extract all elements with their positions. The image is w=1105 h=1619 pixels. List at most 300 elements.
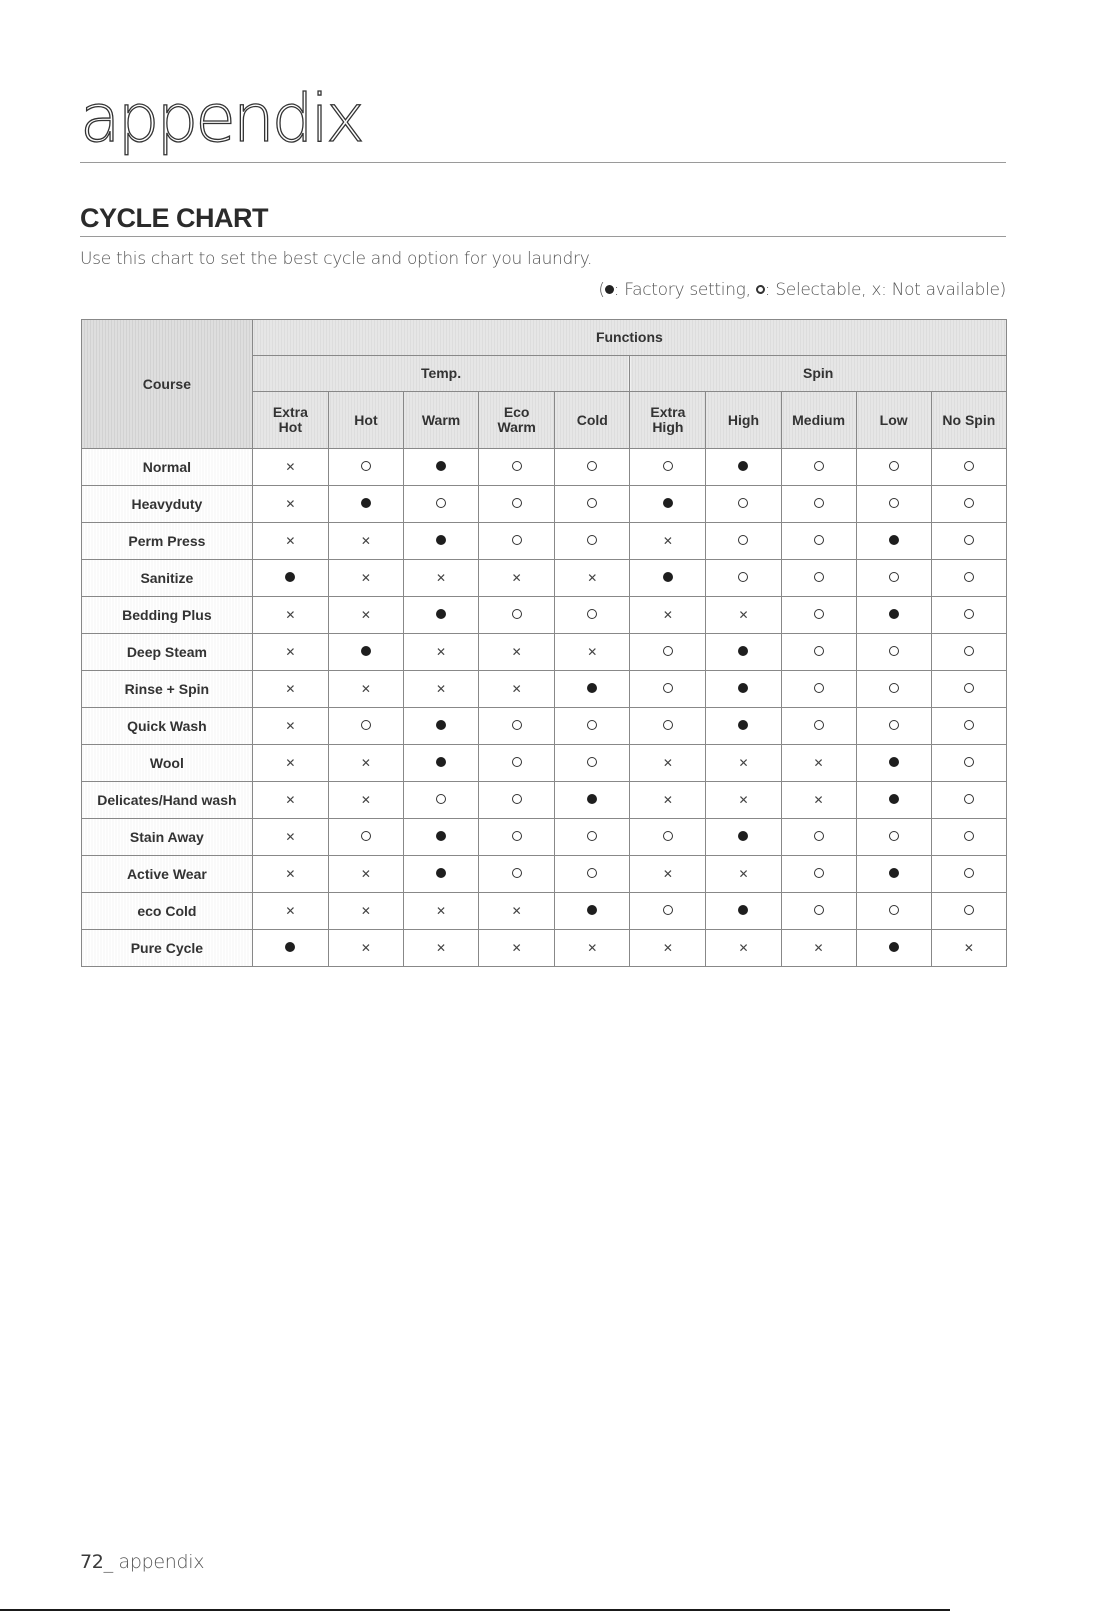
course-name-cell: Delicates/Hand wash	[82, 782, 253, 819]
selectable-icon	[587, 498, 597, 508]
not-available-icon: ✕	[813, 941, 824, 955]
selectable-icon	[964, 683, 974, 693]
option-cell	[404, 597, 479, 634]
option-cell	[856, 819, 931, 856]
selectable-icon	[512, 794, 522, 804]
selectable-icon	[889, 646, 899, 656]
option-cell	[706, 560, 781, 597]
table-row	[82, 745, 1007, 782]
option-cell	[630, 930, 706, 967]
legend	[598, 280, 1006, 300]
selectable-icon	[889, 905, 899, 915]
selectable-icon	[361, 831, 371, 841]
column-header-line1: Low	[879, 411, 908, 428]
option-cell	[479, 856, 555, 893]
selectable-icon	[964, 831, 974, 841]
not-available-icon: ✕	[738, 756, 749, 770]
table-row	[82, 486, 1007, 523]
option-cell	[630, 893, 706, 930]
factory-setting-icon	[361, 498, 371, 508]
column-header-line2: High	[652, 419, 684, 435]
course-name-cell: eco Cold	[82, 893, 253, 930]
selectable-icon	[964, 646, 974, 656]
option-cell	[555, 634, 630, 671]
option-cell	[328, 708, 403, 745]
selectable-icon	[663, 461, 673, 471]
not-available-icon: ✕	[285, 460, 296, 474]
not-available-icon: ✕	[285, 904, 296, 918]
option-cell	[856, 486, 931, 523]
selectable-icon	[964, 498, 974, 508]
option-cell	[555, 930, 630, 967]
not-available-icon: ✕	[511, 571, 522, 585]
selectable-icon	[587, 757, 597, 767]
option-cell	[931, 708, 1006, 745]
option-cell	[479, 671, 555, 708]
option-cell	[781, 634, 856, 671]
not-available-icon: ✕	[285, 497, 296, 511]
selectable-icon	[512, 535, 522, 545]
option-cell	[479, 523, 555, 560]
selectable-icon	[889, 572, 899, 582]
option-cell	[781, 930, 856, 967]
option-cell	[706, 930, 781, 967]
option-cell	[931, 856, 1006, 893]
selectable-icon	[964, 609, 974, 619]
factory-setting-icon	[738, 683, 748, 693]
option-cell	[555, 893, 630, 930]
not-available-icon: ✕	[738, 941, 749, 955]
factory-setting-icon	[889, 942, 899, 952]
option-cell	[856, 930, 931, 967]
group-header-temp: Temp.	[252, 356, 630, 392]
factory-setting-icon	[889, 757, 899, 767]
option-cell	[706, 708, 781, 745]
option-cell	[404, 819, 479, 856]
selectable-icon	[814, 572, 824, 582]
selectable-icon	[814, 498, 824, 508]
not-available-icon: ✕	[285, 682, 296, 696]
not-available-icon: ✕	[285, 645, 296, 659]
option-cell	[630, 745, 706, 782]
factory-setting-icon	[436, 831, 446, 841]
table-row	[82, 449, 1007, 486]
option-cell	[404, 856, 479, 893]
table-row	[82, 856, 1007, 893]
option-cell	[555, 708, 630, 745]
selectable-icon	[889, 683, 899, 693]
factory-setting-icon	[663, 572, 673, 582]
option-cell	[555, 782, 630, 819]
not-available-icon: ✕	[738, 793, 749, 807]
not-available-icon: ✕	[662, 941, 673, 955]
factory-setting-icon	[361, 646, 371, 656]
option-cell	[630, 671, 706, 708]
option-cell	[931, 893, 1006, 930]
factory-setting-icon	[663, 498, 673, 508]
option-cell	[706, 597, 781, 634]
not-available-icon: ✕	[285, 608, 296, 622]
selectable-icon	[587, 831, 597, 841]
legend-factory-label: : Factory setting,	[613, 280, 756, 300]
selectable-icon	[512, 720, 522, 730]
course-name-cell: Heavyduty	[82, 486, 253, 523]
course-name-cell: Sanitize	[82, 560, 253, 597]
selectable-icon	[361, 720, 371, 730]
not-available-icon: ✕	[360, 756, 371, 770]
factory-setting-icon	[436, 461, 446, 471]
option-cell	[630, 856, 706, 893]
column-header-line1: Warm	[421, 411, 461, 428]
option-cell	[252, 893, 328, 930]
option-cell	[706, 523, 781, 560]
selectable-icon	[964, 461, 974, 471]
factory-setting-icon	[436, 609, 446, 619]
option-cell	[252, 449, 328, 486]
not-available-icon: ✕	[813, 756, 824, 770]
selectable-icon	[512, 868, 522, 878]
option-cell	[856, 856, 931, 893]
selectable-icon	[814, 831, 824, 841]
option-cell	[856, 782, 931, 819]
table-row	[82, 634, 1007, 671]
not-available-icon: ✕	[285, 830, 296, 844]
selectable-icon	[361, 461, 371, 471]
option-cell	[931, 782, 1006, 819]
option-cell	[404, 560, 479, 597]
option-cell	[555, 597, 630, 634]
legend-open-paren: (	[598, 280, 605, 300]
factory-setting-icon	[436, 720, 446, 730]
not-available-icon: ✕	[436, 904, 447, 918]
option-cell	[252, 745, 328, 782]
intro-text: Use this chart to set the best cycle and option for you laundry.	[80, 249, 593, 269]
footer-section: appendix	[118, 1551, 205, 1573]
option-cell	[252, 708, 328, 745]
option-cell	[856, 523, 931, 560]
option-cell	[781, 819, 856, 856]
column-header-line1: Cold	[576, 411, 608, 428]
column-header-line1: Eco	[503, 404, 530, 420]
option-cell	[706, 634, 781, 671]
footer-separator: _	[103, 1551, 119, 1573]
option-cell	[630, 560, 706, 597]
column-header	[328, 392, 403, 449]
course-name-cell: Rinse + Spin	[82, 671, 253, 708]
selectable-icon	[964, 535, 974, 545]
option-cell	[404, 634, 479, 671]
selectable-icon	[436, 794, 446, 804]
not-available-icon: ✕	[738, 867, 749, 881]
not-available-icon: ✕	[285, 534, 296, 548]
selectable-icon	[814, 461, 824, 471]
option-cell	[781, 893, 856, 930]
option-cell	[555, 745, 630, 782]
not-available-icon: ✕	[662, 608, 673, 622]
column-header	[706, 392, 781, 449]
column-header	[931, 392, 1006, 449]
not-available-icon: ✕	[662, 534, 673, 548]
factory-setting-icon	[436, 757, 446, 767]
option-cell	[252, 486, 328, 523]
option-cell	[252, 634, 328, 671]
not-available-icon: ✕	[511, 645, 522, 659]
column-header-line1: Medium	[792, 411, 846, 428]
factory-setting-icon	[436, 535, 446, 545]
table-row	[82, 819, 1007, 856]
not-available-icon: ✕	[285, 756, 296, 770]
option-cell	[404, 893, 479, 930]
selectable-icon	[889, 720, 899, 730]
not-available-icon: ✕	[587, 645, 598, 659]
column-header	[630, 392, 706, 449]
column-header-line1: No Spin	[942, 411, 996, 428]
option-cell	[479, 893, 555, 930]
option-cell	[856, 560, 931, 597]
option-cell	[630, 634, 706, 671]
selectable-icon	[512, 757, 522, 767]
factory-setting-icon	[889, 868, 899, 878]
option-cell	[781, 523, 856, 560]
option-cell	[781, 745, 856, 782]
option-cell	[706, 671, 781, 708]
selectable-icon	[587, 868, 597, 878]
not-available-icon: ✕	[813, 793, 824, 807]
page-footer	[80, 1551, 204, 1573]
selectable-icon	[587, 609, 597, 619]
option-cell	[630, 782, 706, 819]
option-cell	[931, 671, 1006, 708]
selectable-icon	[889, 498, 899, 508]
course-name-cell: Stain Away	[82, 819, 253, 856]
option-cell	[404, 782, 479, 819]
option-cell	[931, 819, 1006, 856]
column-header	[781, 392, 856, 449]
selectable-icon	[587, 535, 597, 545]
option-cell	[630, 486, 706, 523]
option-cell	[781, 856, 856, 893]
selectable-icon	[663, 720, 673, 730]
option-cell	[706, 856, 781, 893]
column-header-line1: Extra	[272, 404, 308, 420]
option-cell	[630, 597, 706, 634]
not-available-icon: ✕	[360, 793, 371, 807]
option-cell	[328, 782, 403, 819]
option-cell	[404, 449, 479, 486]
legend-selectable-label: : Selectable, x: Not available)	[764, 280, 1006, 300]
option-cell	[252, 597, 328, 634]
option-cell	[328, 819, 403, 856]
option-cell	[931, 745, 1006, 782]
option-cell	[931, 930, 1006, 967]
option-cell	[479, 560, 555, 597]
factory-setting-icon	[587, 683, 597, 693]
option-cell	[931, 486, 1006, 523]
option-cell	[931, 523, 1006, 560]
factory-setting-icon	[285, 572, 295, 582]
not-available-icon: ✕	[587, 571, 598, 585]
selectable-icon	[587, 720, 597, 730]
option-cell	[328, 893, 403, 930]
column-header-line1: Hot	[354, 411, 378, 428]
not-available-icon: ✕	[360, 941, 371, 955]
option-cell	[328, 560, 403, 597]
section-title: CYCLE CHART	[80, 204, 1006, 237]
not-available-icon: ✕	[285, 719, 296, 733]
selectable-icon	[663, 646, 673, 656]
option-cell	[856, 893, 931, 930]
factory-setting-icon	[738, 831, 748, 841]
option-cell	[479, 597, 555, 634]
not-available-icon: ✕	[436, 571, 447, 585]
option-cell	[931, 597, 1006, 634]
option-cell	[856, 597, 931, 634]
factory-setting-icon	[587, 905, 597, 915]
selectable-icon	[814, 720, 824, 730]
course-name-cell: Wool	[82, 745, 253, 782]
option-cell	[404, 486, 479, 523]
selectable-icon	[738, 572, 748, 582]
option-cell	[706, 486, 781, 523]
course-name-cell: Active Wear	[82, 856, 253, 893]
not-available-icon: ✕	[738, 608, 749, 622]
column-header-line2: Warm	[497, 419, 536, 435]
option-cell	[479, 782, 555, 819]
not-available-icon: ✕	[360, 904, 371, 918]
not-available-icon: ✕	[285, 793, 296, 807]
table-row	[82, 893, 1007, 930]
option-cell	[252, 523, 328, 560]
option-cell	[706, 782, 781, 819]
page-number: 72	[80, 1551, 104, 1573]
option-cell	[555, 560, 630, 597]
table-row	[82, 782, 1007, 819]
selectable-icon	[964, 720, 974, 730]
option-cell	[479, 745, 555, 782]
option-cell	[555, 523, 630, 560]
option-cell	[781, 597, 856, 634]
factory-setting-icon	[605, 285, 614, 294]
option-cell	[479, 819, 555, 856]
page-heading	[80, 80, 1006, 163]
option-cell	[931, 560, 1006, 597]
table-body	[82, 449, 1007, 967]
option-cell	[479, 634, 555, 671]
option-cell	[404, 745, 479, 782]
option-cell	[328, 597, 403, 634]
option-cell	[856, 671, 931, 708]
option-cell	[856, 745, 931, 782]
selectable-icon	[512, 831, 522, 841]
functions-header: Functions	[252, 320, 1006, 356]
option-cell	[404, 523, 479, 560]
selectable-icon	[814, 683, 824, 693]
not-available-icon: ✕	[662, 793, 673, 807]
option-cell	[252, 671, 328, 708]
option-cell	[630, 523, 706, 560]
table-row	[82, 523, 1007, 560]
selectable-icon	[964, 905, 974, 915]
column-header-line1: High	[727, 411, 760, 428]
option-cell	[252, 782, 328, 819]
not-available-icon: ✕	[360, 534, 371, 548]
column-header	[555, 392, 630, 449]
option-cell	[479, 930, 555, 967]
factory-setting-icon	[889, 535, 899, 545]
option-cell	[781, 486, 856, 523]
not-available-icon: ✕	[285, 867, 296, 881]
option-cell	[555, 671, 630, 708]
page-heading-text: appendix	[80, 80, 362, 157]
not-available-icon: ✕	[511, 904, 522, 918]
selectable-icon	[587, 461, 597, 471]
cycle-chart-table	[81, 319, 1007, 967]
column-header-line1: Extra	[650, 404, 686, 420]
not-available-icon: ✕	[360, 571, 371, 585]
factory-setting-icon	[889, 794, 899, 804]
table-row	[82, 671, 1007, 708]
column-header	[404, 392, 479, 449]
factory-setting-icon	[285, 942, 295, 952]
option-cell	[856, 708, 931, 745]
course-name-cell: Perm Press	[82, 523, 253, 560]
bottom-rule	[0, 1609, 950, 1611]
not-available-icon: ✕	[963, 941, 974, 955]
selectable-icon	[436, 498, 446, 508]
factory-setting-icon	[738, 461, 748, 471]
not-available-icon: ✕	[662, 756, 673, 770]
option-cell	[555, 449, 630, 486]
not-available-icon: ✕	[436, 645, 447, 659]
selectable-icon	[889, 831, 899, 841]
selectable-icon	[756, 285, 765, 294]
option-cell	[931, 449, 1006, 486]
option-cell	[856, 634, 931, 671]
option-cell	[404, 671, 479, 708]
option-cell	[706, 745, 781, 782]
course-name-cell: Deep Steam	[82, 634, 253, 671]
selectable-icon	[738, 535, 748, 545]
option-cell	[328, 523, 403, 560]
option-cell	[328, 634, 403, 671]
selectable-icon	[964, 572, 974, 582]
selectable-icon	[889, 461, 899, 471]
column-header	[856, 392, 931, 449]
factory-setting-icon	[738, 646, 748, 656]
option-cell	[706, 449, 781, 486]
option-cell	[404, 930, 479, 967]
option-cell	[781, 671, 856, 708]
factory-setting-icon	[738, 905, 748, 915]
column-header-line2: Hot	[278, 419, 302, 435]
table-row	[82, 560, 1007, 597]
not-available-icon: ✕	[436, 941, 447, 955]
option-cell	[252, 560, 328, 597]
option-cell	[781, 449, 856, 486]
course-name-cell: Normal	[82, 449, 253, 486]
not-available-icon: ✕	[360, 608, 371, 622]
option-cell	[328, 671, 403, 708]
option-cell	[630, 449, 706, 486]
not-available-icon: ✕	[511, 682, 522, 696]
table-row	[82, 930, 1007, 967]
option-cell	[404, 708, 479, 745]
option-cell	[706, 893, 781, 930]
column-header	[479, 392, 555, 449]
not-available-icon: ✕	[662, 867, 673, 881]
factory-setting-icon	[738, 720, 748, 730]
selectable-icon	[964, 757, 974, 767]
